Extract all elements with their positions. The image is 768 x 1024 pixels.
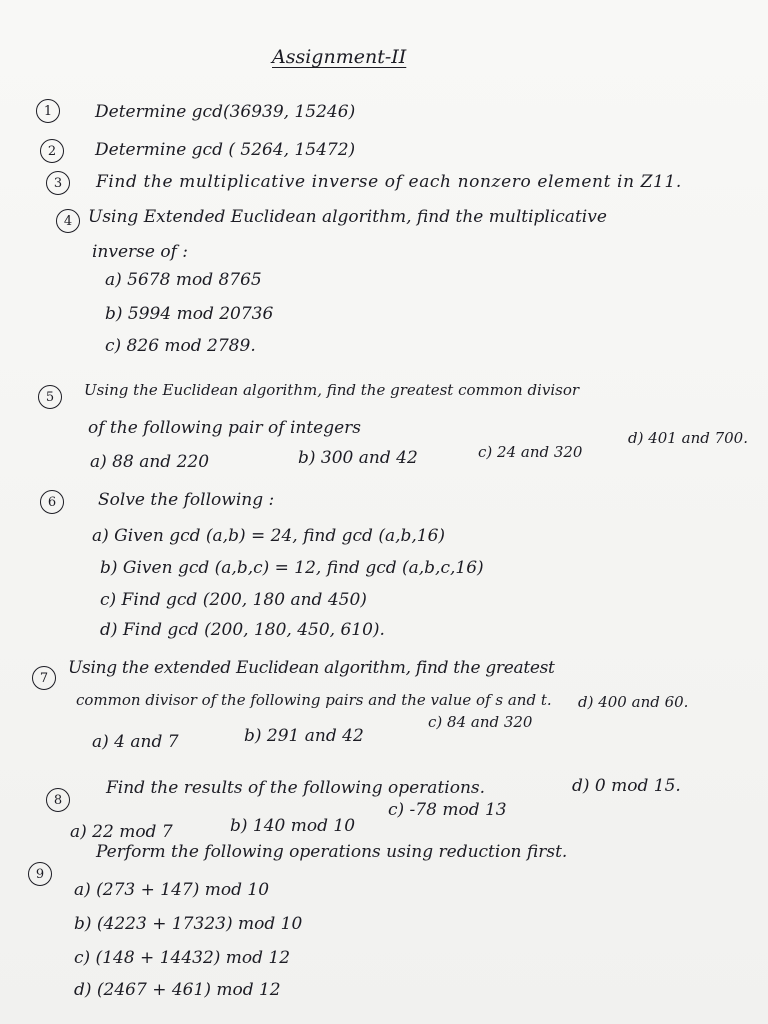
question-5-part-d: d) 401 and 700. [628,429,748,447]
question-7-part-a: a) 4 and 7 [92,732,179,752]
question-number-6: 6 [40,490,64,514]
question-4-part-c: c) 826 mod 2789. [105,336,256,356]
question-5-part-a: a) 88 and 220 [90,452,210,472]
question-number-2: 2 [40,139,64,163]
question-number-8: 8 [46,788,70,812]
question-9-part-b: b) (4223 + 17323) mod 10 [74,914,303,934]
question-7-part-b: b) 291 and 42 [244,726,364,746]
question-9-line-1: Perform the following operations using reduction first. [96,842,568,862]
question-6-part-c: c) Find gcd (200, 180 and 450) [100,590,367,610]
question-6-part-d: d) Find gcd (200, 180, 450, 610). [100,620,385,640]
question-9-part-c: c) (148 + 14432) mod 12 [74,948,291,968]
question-9-part-a: a) (273 + 147) mod 10 [74,880,270,900]
page-title: Assignment-II [272,46,407,68]
question-4-line-1: Using Extended Euclidean algorithm, find the multiplicative [88,207,607,227]
question-5-line-1: Using the Euclidean algorithm, find the greatest common divisor [84,381,580,399]
question-number-5: 5 [38,385,62,409]
question-6-line-1: Solve the following : [98,490,275,510]
question-6-part-b: b) Given gcd (a,b,c) = 12, find gcd (a,b,c,16) [100,558,484,578]
question-number-4: 4 [56,209,80,233]
question-7-line-2: common divisor of the following pairs and the value of s and t. [76,691,552,709]
question-7-part-d: d) 400 and 60. [578,693,689,711]
question-number-3: 3 [46,171,70,195]
question-8-part-c: c) -78 mod 13 [388,800,507,820]
question-number-7: 7 [32,666,56,690]
question-1-text: Determine gcd(36939, 15246) [95,102,356,122]
question-8-part-a: a) 22 mod 7 [70,822,173,842]
question-8-line-1: Find the results of the following operations. [106,778,486,798]
question-number-9: 9 [28,862,52,886]
question-4-part-b: b) 5994 mod 20736 [105,304,274,324]
question-2-text: Determine gcd ( 5264, 15472) [95,140,356,160]
question-8-part-b: b) 140 mod 10 [230,816,356,836]
question-7-line-1: Using the extended Euclidean algorithm, find the greatest [68,658,555,678]
question-7-part-c: c) 84 and 320 [428,713,533,731]
question-4-line-2: inverse of : [92,242,189,262]
question-8-part-d: d) 0 mod 15. [572,776,681,796]
question-5-part-b: b) 300 and 42 [298,448,418,468]
question-5-line-2: of the following pair of integers [88,418,362,438]
question-4-part-a: a) 5678 mod 8765 [105,270,262,290]
question-number-1: 1 [36,99,60,123]
question-3-text: Find the multiplicative inverse of each nonzero element in Z11. [96,172,682,192]
question-9-part-d: d) (2467 + 461) mod 12 [74,980,281,1000]
question-6-part-a: a) Given gcd (a,b) = 24, find gcd (a,b,16) [92,526,446,546]
question-5-part-c: c) 24 and 320 [478,443,583,461]
